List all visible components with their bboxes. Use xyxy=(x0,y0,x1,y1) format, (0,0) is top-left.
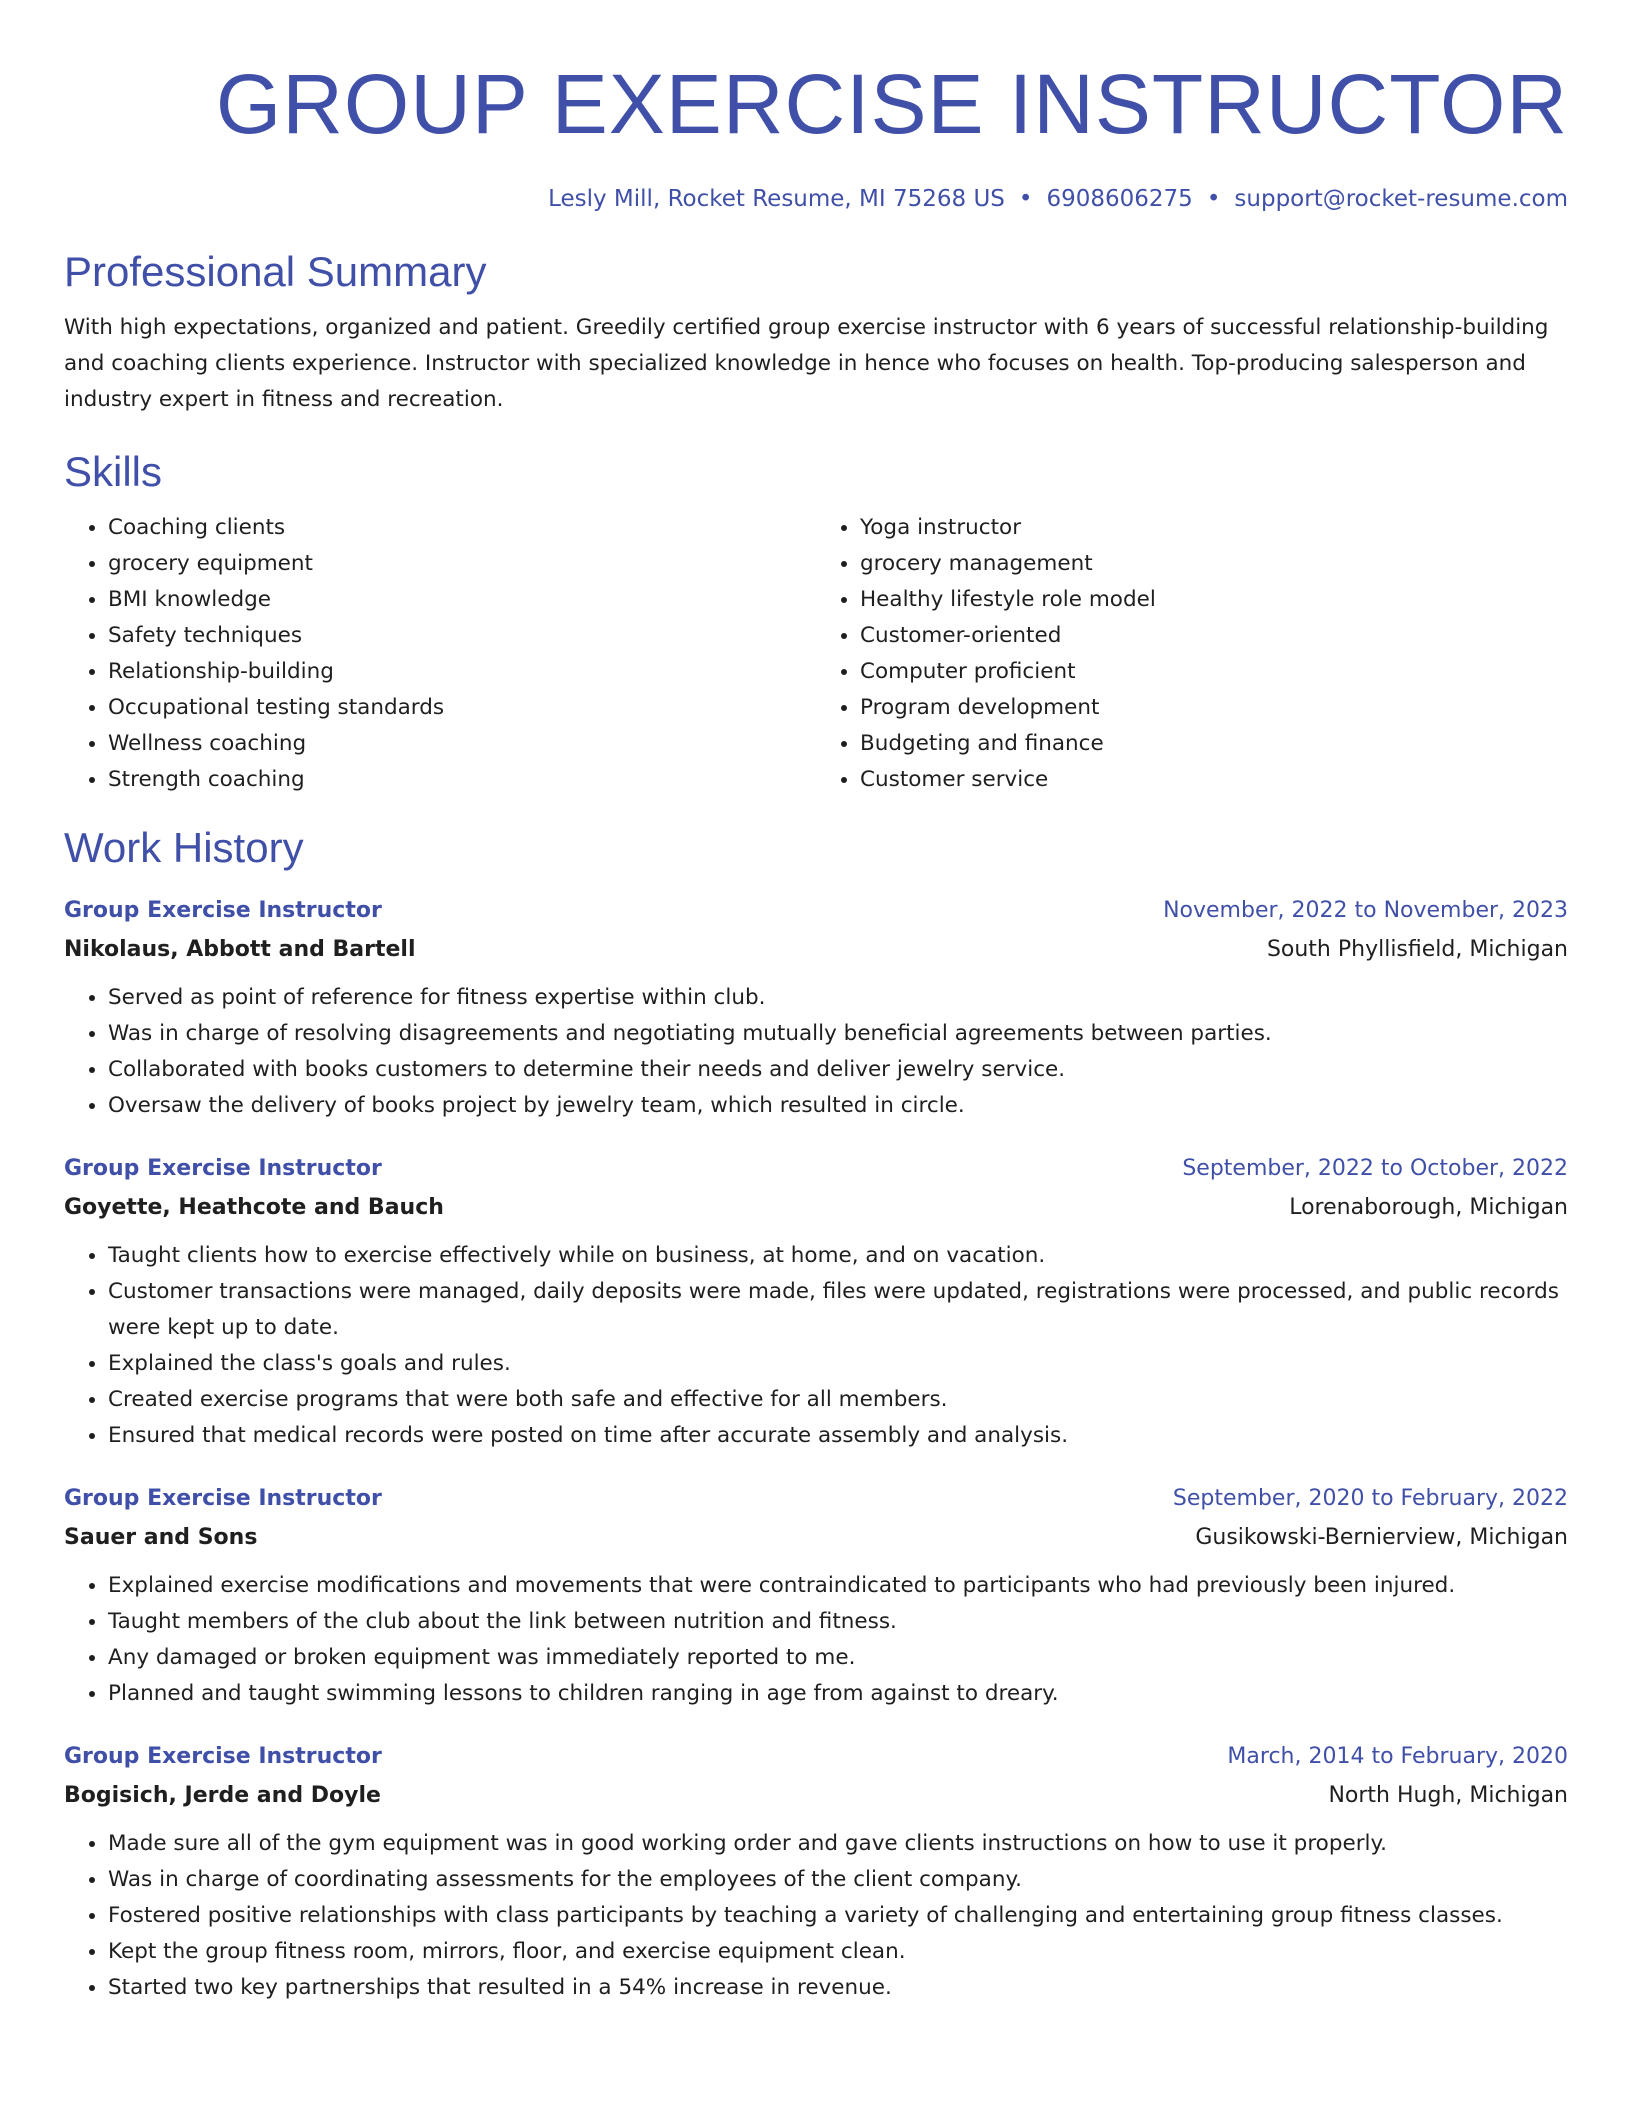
skill-item: • Customer-oriented xyxy=(860,618,1568,654)
skill-item: • Wellness coaching xyxy=(108,726,816,762)
contact-phone: 6908606275 xyxy=(1046,186,1193,212)
skills-column-right xyxy=(816,510,1568,798)
skill-item: • Coaching clients xyxy=(108,510,816,546)
skill-item: • Budgeting and finance xyxy=(860,726,1568,762)
skill-item: • Computer proficient xyxy=(860,654,1568,690)
summary-heading: Professional Summary xyxy=(64,248,487,295)
job-entry xyxy=(64,1480,1568,1712)
job-bullet: • Explained the class's goals and rules. xyxy=(108,1346,1568,1382)
job-company: Bogisich, Jerde and Doyle xyxy=(64,1783,381,1808)
job-entry xyxy=(64,1738,1568,2006)
skill-item: • grocery equipment xyxy=(108,546,816,582)
job-employer-row xyxy=(64,1776,1568,1816)
job-company: Sauer and Sons xyxy=(64,1525,258,1550)
job-bullet: • Served as point of reference for fitness expertise within club. xyxy=(108,980,1568,1016)
job-entry xyxy=(64,892,1568,1124)
job-header-row xyxy=(64,1738,1568,1776)
skill-item: • Occupational testing standards xyxy=(108,690,816,726)
job-bullets xyxy=(64,1826,1568,2006)
job-title: Group Exercise Instructor xyxy=(64,1744,382,1769)
summary-text: With high expectations, organized and patient. Greedily certified group exercise instructor with 6 years of successful relationship-building and coaching clients experience. Instructor with specialized knowledge in hence who focuses on health. Top-producing salesperson and industry expert in fitness and recreation. xyxy=(64,315,1549,412)
job-company: Nikolaus, Abbott and Bartell xyxy=(64,937,416,962)
job-title: Group Exercise Instructor xyxy=(64,1156,382,1181)
job-bullet: • Ensured that medical records were posted on time after accurate assembly and analysis. xyxy=(108,1418,1568,1454)
job-dates: September, 2020 to February, 2022 xyxy=(1172,1486,1568,1511)
job-bullet: • Created exercise programs that were both safe and effective for all members. xyxy=(108,1382,1568,1418)
skill-item: • Yoga instructor xyxy=(860,510,1568,546)
skill-item: • Program development xyxy=(860,690,1568,726)
job-bullet: • Fostered positive relationships with class participants by teaching a variety of challenging and entertaining group fitness classes. xyxy=(108,1898,1568,1934)
job-employer-row xyxy=(64,1518,1568,1558)
job-bullet: • Planned and taught swimming lessons to children ranging in age from against to dreary. xyxy=(108,1676,1568,1712)
contact-line xyxy=(64,184,1568,214)
job-bullet: • Customer transactions were managed, daily deposits were made, files were updated, registrations were processed, and public records were kept up to date. xyxy=(108,1274,1568,1346)
job-bullet: • Taught clients how to exercise effectively while on business, at home, and on vacation. xyxy=(108,1238,1568,1274)
job-entry xyxy=(64,1150,1568,1454)
contact-email[interactable]: support@rocket-resume.com xyxy=(1234,186,1568,212)
work-history-heading: Work History xyxy=(64,824,304,871)
job-bullet: • Was in charge of coordinating assessments for the employees of the client company. xyxy=(108,1862,1568,1898)
skills-heading: Skills xyxy=(64,448,163,495)
skills-column-left xyxy=(64,510,816,798)
job-location: North Hugh, Michigan xyxy=(1328,1783,1568,1808)
skill-item: • Healthy lifestyle role model xyxy=(860,582,1568,618)
skill-item: • BMI knowledge xyxy=(108,582,816,618)
job-location: Gusikowski-Bernierview, Michigan xyxy=(1195,1525,1568,1550)
job-header-row xyxy=(64,1150,1568,1188)
job-employer-row xyxy=(64,1188,1568,1228)
job-bullet: • Was in charge of resolving disagreements and negotiating mutually beneficial agreements between parties. xyxy=(108,1016,1568,1052)
job-location: Lorenaborough, Michigan xyxy=(1289,1195,1568,1220)
job-bullets xyxy=(64,1568,1568,1712)
contact-address: Lesly Mill, Rocket Resume, MI 75268 US xyxy=(548,186,1005,212)
skill-item: • Relationship-building xyxy=(108,654,816,690)
job-bullets xyxy=(64,1238,1568,1454)
skill-item: • Safety techniques xyxy=(108,618,816,654)
job-company: Goyette, Heathcote and Bauch xyxy=(64,1195,444,1220)
job-bullet: • Any damaged or broken equipment was immediately reported to me. xyxy=(108,1640,1568,1676)
candidate-title: GROUP EXERCISE INSTRUCTOR xyxy=(215,57,1568,151)
skill-item: • Strength coaching xyxy=(108,762,816,798)
resume-header xyxy=(64,0,1568,214)
skill-item: • Customer service xyxy=(860,762,1568,798)
job-bullet: • Collaborated with books customers to determine their needs and deliver jewelry service. xyxy=(108,1052,1568,1088)
job-dates: March, 2014 to February, 2020 xyxy=(1227,1744,1568,1769)
job-header-row xyxy=(64,1480,1568,1518)
job-bullet: • Made sure all of the gym equipment was in good working order and gave clients instructions on how to use it properly. xyxy=(108,1826,1568,1862)
job-title: Group Exercise Instructor xyxy=(64,898,382,923)
job-employer-row xyxy=(64,930,1568,970)
job-bullet: • Taught members of the club about the link between nutrition and fitness. xyxy=(108,1604,1568,1640)
job-bullets xyxy=(64,980,1568,1124)
job-bullet: • Explained exercise modifications and movements that were contraindicated to participants who had previously been injured. xyxy=(108,1568,1568,1604)
contact-separator: • xyxy=(1206,186,1221,212)
job-bullet: • Kept the group fitness room, mirrors, floor, and exercise equipment clean. xyxy=(108,1934,1568,1970)
job-bullet: • Oversaw the delivery of books project by jewelry team, which resulted in circle. xyxy=(108,1088,1568,1124)
job-header-row xyxy=(64,892,1568,930)
skills-list xyxy=(64,510,1568,798)
skill-item: • grocery management xyxy=(860,546,1568,582)
job-bullet: • Started two key partnerships that resulted in a 54% increase in revenue. xyxy=(108,1970,1568,2006)
job-dates: September, 2022 to October, 2022 xyxy=(1182,1156,1568,1181)
job-location: South Phyllisfield, Michigan xyxy=(1266,937,1568,962)
job-title: Group Exercise Instructor xyxy=(64,1486,382,1511)
job-dates: November, 2022 to November, 2023 xyxy=(1163,898,1568,923)
contact-separator: • xyxy=(1018,186,1033,212)
